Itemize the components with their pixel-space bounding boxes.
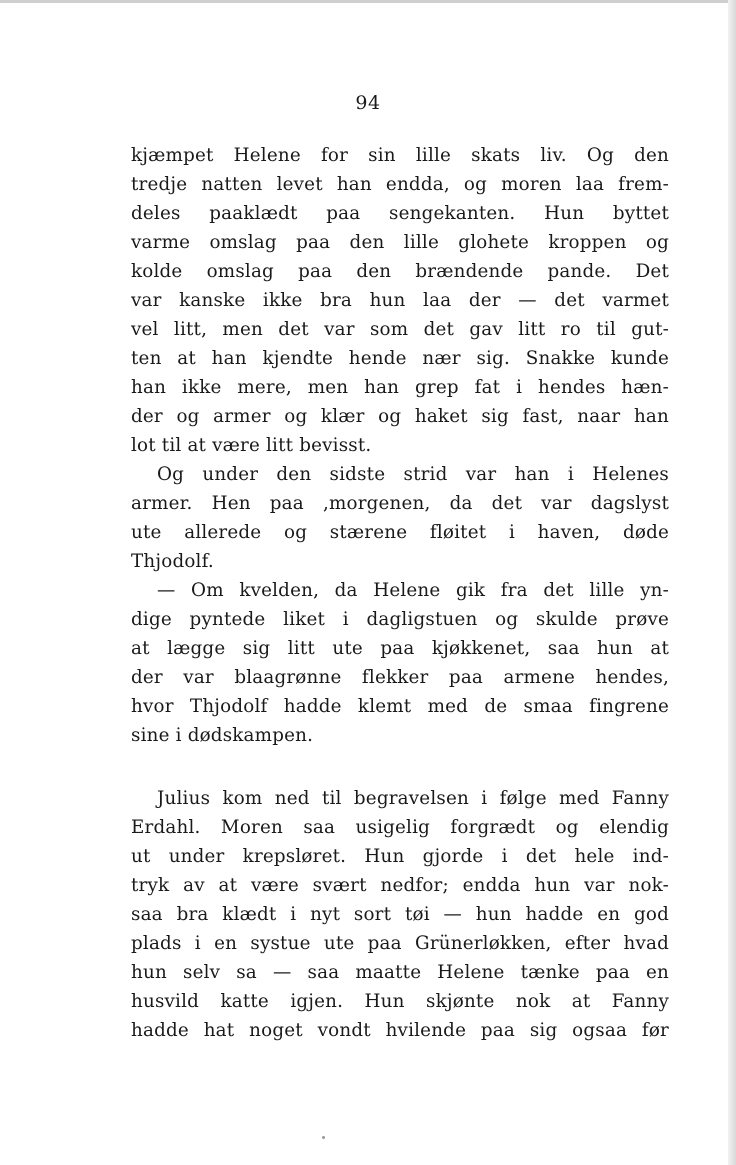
text-line: hun selv sa — saa maatte Helene tænke paa en [131,962,669,983]
text-line: at lægge sig litt ute paa kjøkkenet, saa hun at [131,638,669,659]
text-line: deles paaklædt paa sengekanten. Hun byttet [131,203,669,224]
body-text [131,141,669,1045]
text-line: plads i en systue ute paa Grünerløkken, efter hvad [131,933,669,954]
text-line: Og under den sidste strid var han i Helenes [157,464,669,485]
text-line: der og armer og klær og haket sig fast, naar han [131,406,669,427]
text-line: hvor Thjodolf hadde klemt med de smaa fingrene [131,696,669,717]
text-line: varme omslag paa den lille glohete kroppen og [131,232,669,253]
text-line: tryk av at være svært nedfor; endda hun var nok- [131,875,669,896]
text-line: sine i dødskampen. [131,725,314,746]
text-line: ut under krepsløret. Hun gjorde i det hele ind- [131,846,669,867]
paragraph-4 [131,784,669,1045]
text-line: husvild katte igjen. Hun skjønte nok at Fanny [131,991,669,1012]
text-line: han ikke mere, men han grep fat i hendes hæn- [131,377,669,398]
text-line: kjæmpet Helene for sin lille skats liv. Og den [131,145,669,166]
text-line: saa bra klædt i nyt sort tøi — hun hadde en god [131,904,669,925]
page-number: 94 [355,92,381,114]
text-line: tredje natten levet han endda, og moren laa frem- [131,174,669,195]
text-line: lot til at være litt bevisst. [131,435,372,456]
text-line: ten at han kjendte hende nær sig. Snakke kunde [131,348,669,369]
text-line: armer. Hen paa ,morgenen, da det var dagslyst [131,493,669,514]
text-line: der var blaagrønne flekker paa armene hendes, [131,667,669,688]
paragraph-2 [131,460,669,576]
text-line: — Om kvelden, da Helene gik fra det lille yn- [157,580,669,601]
scan-edge-top [0,0,736,3]
text-line: kolde omslag paa den brændende pande. Det [131,261,669,282]
paragraph-1 [131,141,669,460]
print-speck [322,1136,325,1139]
text-line: vel litt, men det var som det gav litt ro til gut- [131,319,669,340]
text-line: hadde hat noget vondt hvilende paa sig ogsaa før [131,1020,669,1041]
text-line: dige pyntede liket i dagligstuen og skulde prøve [131,609,669,630]
text-line: ute allerede og stærene fløitet i haven, døde [131,522,669,543]
text-line: var kanske ikke bra hun laa der — det varmet [131,290,669,311]
text-line: Erdahl. Moren saa usigelig forgrædt og elendig [131,817,669,838]
section-break [131,750,669,784]
text-line: Thjodolf. [131,551,214,572]
text-line: Julius kom ned til begravelsen i følge med Fanny [157,788,669,809]
paragraph-3 [131,576,669,750]
scan-edge-right [728,0,736,1165]
